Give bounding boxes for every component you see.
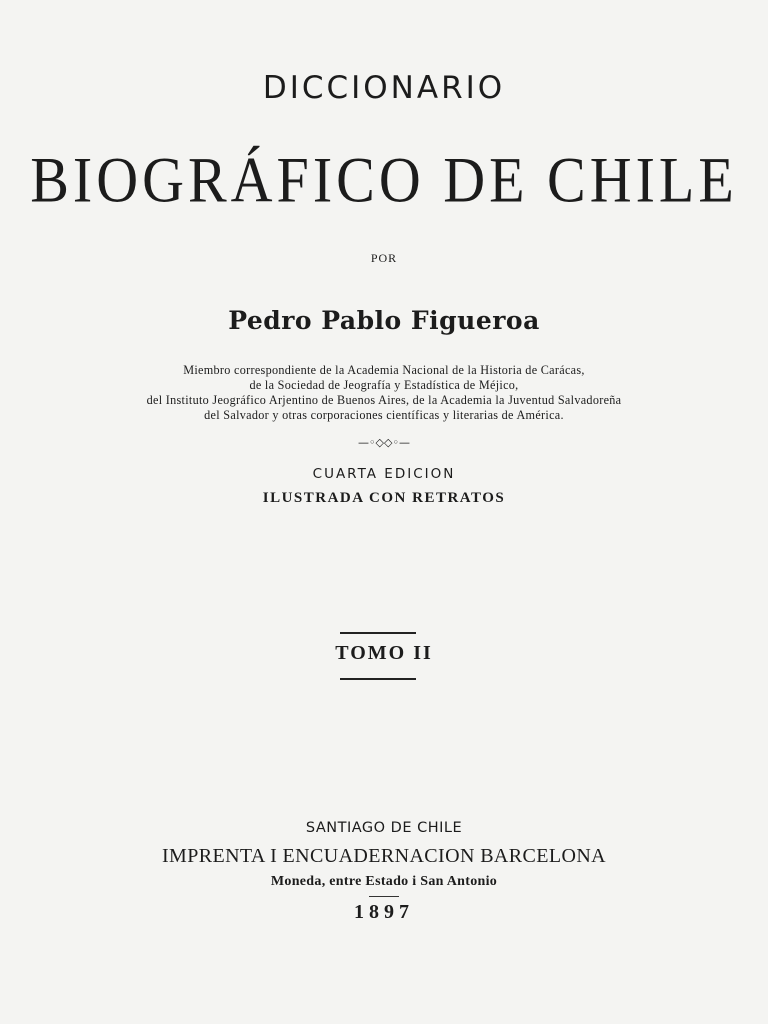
volume-label: TOMO II	[335, 642, 433, 664]
author-credential-line: del Instituto Jeográfico Arjentino de Buenos Aires, de la Academia la Juventud Salvadoreña	[146, 393, 622, 407]
author-credential-line: del Salvador y otras corporaciones científicas y literarias de América.	[204, 408, 564, 422]
author-credential-line: Miembro correspondiente de la Academia Nacional de la Historia de Carácas,	[183, 363, 585, 377]
book-title: BIOGRÁFICO DE CHILE	[30, 143, 738, 216]
dictionary-heading: DICCIONARIO	[262, 70, 506, 106]
printer-address: Moneda, entre Estado i San Antonio	[270, 874, 498, 889]
printer-name: IMPRENTA I ENCUADERNACION BARCELONA	[161, 845, 607, 867]
illustrated-label: ILUSTRADA CON RETRATOS	[262, 490, 506, 506]
ornament-divider: —◦◇◇◦—	[358, 436, 410, 449]
year-rule	[369, 896, 399, 897]
author-credential-line: de la Sociedad de Jeografía y Estadística de Méjico,	[249, 378, 519, 392]
publication-city: SANTIAGO DE CHILE	[305, 820, 463, 836]
publication-year: 1897	[354, 901, 414, 923]
volume-rule-bottom	[340, 678, 416, 680]
author-name: Pedro Pablo Figueroa	[228, 306, 540, 335]
edition-label: CUARTA EDICION	[312, 466, 456, 482]
volume-rule-top	[340, 632, 416, 634]
by-label: POR	[370, 251, 398, 265]
